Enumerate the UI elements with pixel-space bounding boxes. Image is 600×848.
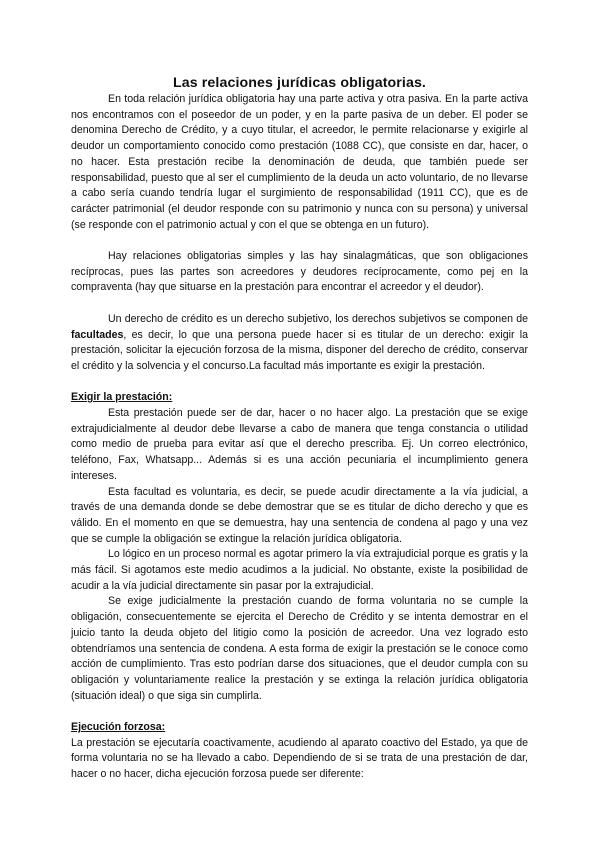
exigir-paragraph-4: Se exige judicialmente la prestación cuando de forma voluntaria no se cumple la obligación, consecuentemente se ejercita el Derecho de Crédito y se intenta demostrar en el juicio tanto la deuda objeto del litigio como la posición de acreedor. Una vez logrado esto obtendríamos una sentencia de condena. A esta forma de exigir la prestación se le conoce como acción de cumplimiento. Tras esto podrían darse dos situaciones, que el deudor cumpla con su obligación y voluntariamente realice la prestación y se extinga la relación jurídica obligatoria (situación ideal) o que siga sin cumplirla. bbox=[71, 595, 528, 702]
document-title: Las relaciones jurídicas obligatorias. bbox=[173, 75, 426, 91]
intro-paragraph-3-end: , es decir, lo que una persona puede hacer si es titular de un derecho: exigir la prestación, solicitar la ejecución forzosa de la misma, disponer del derecho de crédito, conservar el crédito y la solvencia y el concurso.La facultad más importante es exigir la prestación. bbox=[71, 328, 528, 372]
ejecucion-paragraph-1: La prestación se ejecutaría coactivamente, acudiendo al aparato coactivo del Estado, ya que de forma voluntaria no se ha llevado a cabo. Dependiendo de si se trata de una prestación de dar, hacer o no hacer, dicha ejecución forzosa puede ser diferente: bbox=[71, 736, 528, 781]
exigir-paragraph-3: Lo lógico en un proceso normal es agotar primero la vía extrajudicial porque es gratis y la más fácil. Si agotamos este medio acudimos a la judicial. No obstante, existe la posibilidad de acudir a la vía judicial directamente sin pasar por la extrajudicial. bbox=[71, 548, 528, 592]
paragraph-spacer bbox=[71, 375, 528, 391]
facultades-term: facultades bbox=[71, 328, 124, 341]
section-heading-ejecucion: Ejecución forzosa: bbox=[71, 721, 166, 734]
document-body bbox=[71, 74, 528, 783]
section-heading-exigir: Exigir la prestación: bbox=[71, 391, 173, 404]
exigir-paragraph-1: Esta prestación puede ser de dar, hacer o no hacer algo. La prestación que se exige extrajudicialmente al deudor debe llevarse a cabo de manera que tenga constancia o utilidad como medio de prueba para evitar así que el derecho prescriba. Ej. Un correo electrónico, teléfono, Fax, Whatsapp... Además si es una acción pecuniaria el incumplimiento genera intereses. bbox=[71, 407, 528, 482]
intro-paragraph-2: Hay relaciones obligatorias simples y las hay sinalagmáticas, que son obligaciones recíprocas, pues las partes son acreedores y deudores recíprocamente, como pej en la compraventa (hay que situarse en la prestación para encontrar el acreedor y el deudor). bbox=[71, 250, 528, 294]
exigir-paragraph-2: Esta facultad es voluntaria, es decir, se puede acudir directamente a la vía judicial, a través de una demanda donde se debe demostrar que se es titular de dicho derecho y que es válido. En el momento en que se demuestra, hay una sentencia de condena al pago y una vez que se cumple la obligación se extingue la relación jurídica obligatoria. bbox=[71, 485, 528, 545]
paragraph-spacer bbox=[71, 233, 528, 249]
intro-paragraph-1: En toda relación jurídica obligatoria hay una parte activa y otra pasiva. En la parte activa nos encontramos con el poseedor de un poder, y en la parte pasiva de un deber. El poder se denomina Derecho de Crédito, y a cuyo titular, el acreedor, le permite relacionarse y exigirle al deudor un comportamiento conocido como prestación (1088 CC), que consiste en dar, hacer, o no hacer. Esta prestación recibe la denominación de deuda, que también puede ser responsabilidad, puesto que al ser el cumplimiento de la deuda un acto voluntario, de no llevarse a cabo sería cuando tendría lugar el surgimiento de responsabilidad (1911 CC), que es de carácter patrimonial (el deudor responde con su patrimonio y nunca con su persona) y universal (se responde con el patrimonio actual y con el que se obtenga en un futuro). bbox=[71, 93, 528, 231]
intro-paragraph-3-start: Un derecho de crédito es un derecho subjetivo, los derechos subjetivos se componen de bbox=[108, 312, 528, 325]
paragraph-spacer bbox=[71, 704, 528, 720]
intro-paragraph-3 bbox=[71, 312, 528, 375]
paragraph-spacer bbox=[71, 296, 528, 312]
